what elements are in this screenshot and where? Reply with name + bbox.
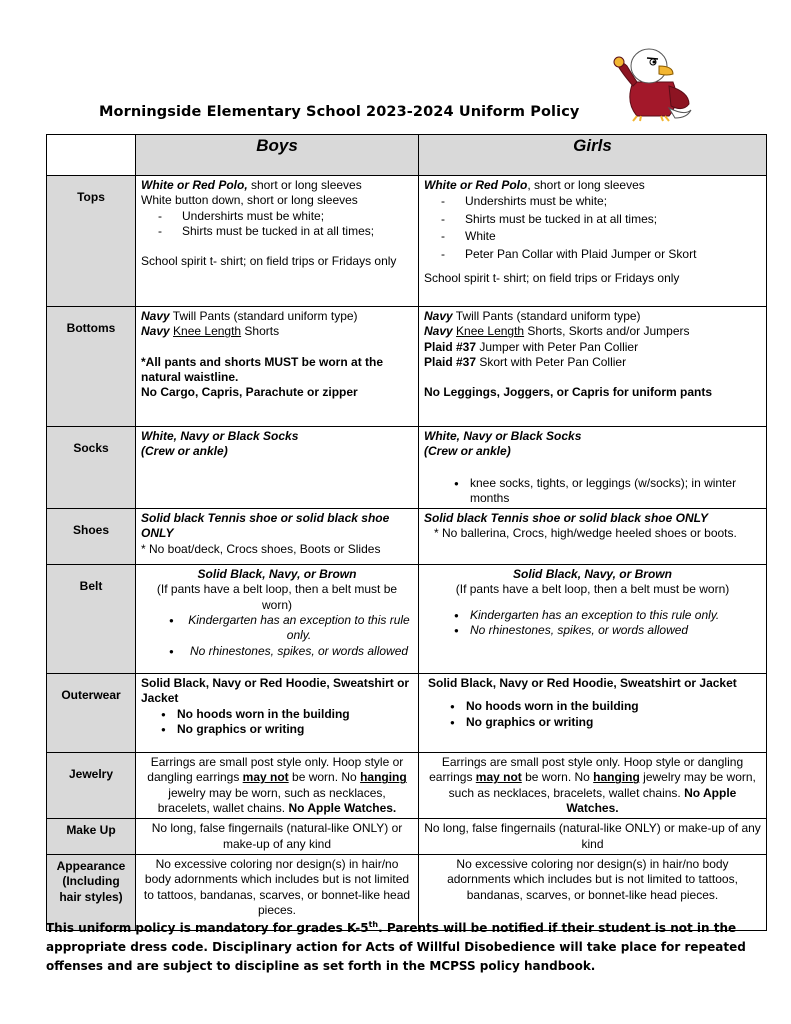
row-shoes bbox=[47, 509, 767, 565]
socks-girls-bullet-1: ● knee socks, tights, or leggings (w/socks); in winter months bbox=[454, 476, 761, 507]
bottoms-girls-navy-1: Navy bbox=[424, 309, 453, 323]
outerwear-girls-bullet-2: ● No graphics or writing bbox=[450, 715, 761, 730]
outerwear-boys-cell bbox=[136, 674, 419, 753]
socks-girls-crew: (Crew or ankle) bbox=[424, 444, 511, 459]
belt-girls-cell bbox=[419, 565, 767, 674]
belt-girls-colors: Solid Black, Navy, or Brown bbox=[513, 567, 672, 582]
tops-boys-polo: White or Red Polo, bbox=[141, 178, 248, 192]
bottoms-boys-cell bbox=[136, 307, 419, 427]
bottoms-girls-shorts: Shorts, Skorts and/or Jumpers bbox=[524, 324, 690, 339]
belt-boys-cell bbox=[136, 565, 419, 674]
row-label-outerwear: Outerwear bbox=[47, 674, 136, 753]
tops-boys-spirit-shirt: School spirit t- shirt; on field trips or Fridays only bbox=[141, 254, 397, 269]
tops-boys-polo-sleeves: short or long sleeves bbox=[247, 178, 362, 192]
footer-text-2: . Parents will be notified if their student is not in the appropriate dress code. Disciplinary action for Acts of Willful Disobedience will take place for repeated offenses and are subject to discipline as set forth in the MCPSS policy handbook. bbox=[46, 921, 746, 973]
jewelry-girls-text-2: be worn. No bbox=[521, 770, 594, 785]
tops-boys-dash-1: - Undershirts must be white; bbox=[158, 209, 413, 224]
bottoms-boys-knee-length: Knee Length bbox=[173, 324, 242, 339]
bottoms-boys-navy-1: Navy bbox=[141, 309, 170, 323]
jewelry-girls-text-1: Earrings are small post style only. Hoop style or dangling earrings bbox=[429, 755, 744, 785]
row-label-appearance: Appearance (Including hair styles) bbox=[47, 854, 136, 930]
eagle-mascot-icon bbox=[603, 42, 695, 122]
bottoms-boys-waistline-rule: *All pants and shorts MUST be worn at the natural waistline. bbox=[141, 354, 384, 384]
belt-girls-bullet-2: ● No rhinestones, spikes, or words allowed bbox=[454, 623, 761, 638]
tops-girls-cell bbox=[419, 176, 767, 307]
footer-superscript: th bbox=[368, 920, 379, 929]
bottoms-girls-no-leggings: No Leggings, Joggers, or Capris for uniform pants bbox=[424, 385, 713, 400]
socks-girls-cell bbox=[419, 427, 767, 509]
jewelry-boys-text-3: jewelry may be worn, such as necklaces, bracelets, wallet chains. bbox=[157, 785, 386, 816]
bottoms-boys-pants: Twill Pants (standard uniform type) bbox=[169, 309, 358, 323]
makeup-girls-cell: No long, false fingernails (natural-like ONLY) or make-up of any kind bbox=[419, 819, 767, 855]
socks-boys-cell bbox=[136, 427, 419, 509]
tops-girls-polo-sleeves: , short or long sleeves bbox=[527, 178, 645, 192]
page-title: Morningside Elementary School 2023-2024 Uniform Policy bbox=[99, 104, 580, 120]
row-bottoms bbox=[47, 307, 767, 427]
bottoms-girls-knee-length: Knee Length bbox=[456, 324, 525, 339]
outerwear-girls-cell bbox=[419, 674, 767, 753]
makeup-boys-cell: No long, false fingernails (natural-like ONLY) or make-up of any kind bbox=[136, 819, 419, 855]
header-row bbox=[47, 135, 767, 176]
row-belt bbox=[47, 565, 767, 674]
row-label-belt: Belt bbox=[47, 565, 136, 674]
shoes-boys-exclusions: * No boat/deck, Crocs shoes, Boots or Slides bbox=[141, 541, 381, 556]
tops-boys-cell bbox=[136, 176, 419, 307]
jewelry-boys-cell bbox=[136, 753, 419, 819]
socks-boys-crew: (Crew or ankle) bbox=[141, 444, 228, 459]
jewelry-girls-cell bbox=[419, 753, 767, 819]
belt-boys-bullet-2: ● No rhinestones, spikes, or words allowed bbox=[169, 644, 413, 659]
belt-boys-bullet-1: ● Kindergarten has an exception to this rule only. bbox=[169, 613, 413, 644]
row-socks bbox=[47, 427, 767, 509]
bottoms-boys-navy-2: Navy bbox=[141, 324, 170, 339]
tops-girls-polo: White or Red Polo bbox=[424, 178, 528, 192]
policy-footer bbox=[46, 919, 766, 976]
row-label-jewelry: Jewelry bbox=[47, 753, 136, 819]
belt-girls-loop-rule: (If pants have a belt loop, then a belt must be worn) bbox=[455, 582, 730, 597]
bottoms-girls-navy-2: Navy bbox=[424, 324, 453, 339]
uniform-table bbox=[46, 134, 767, 931]
tops-boys-button-down: White button down, short or long sleeves bbox=[141, 193, 358, 208]
socks-boys-colors: White, Navy or Black Socks bbox=[141, 429, 299, 443]
shoes-boys-cell bbox=[136, 509, 419, 565]
row-jewelry bbox=[47, 753, 767, 819]
appearance-girls-cell: No excessive coloring nor design(s) in hair/no body adornments which includes but is not limited to tattoos, bandanas, scarves, or bonnet-like head pieces. bbox=[419, 854, 767, 930]
belt-girls-bullet-1: ● Kindergarten has an exception to this rule only. bbox=[454, 608, 761, 623]
shoes-boys-rule: Solid black Tennis shoe or solid black shoe ONLY bbox=[141, 511, 390, 541]
jewelry-boys-text-2: be worn. No bbox=[288, 770, 361, 785]
shoes-girls-exclusions: * No ballerina, Crocs, high/wedge heeled shoes or boots. bbox=[434, 526, 737, 541]
outerwear-boys-bullet-2: ● No graphics or writing bbox=[161, 722, 413, 737]
row-label-bottoms: Bottoms bbox=[47, 307, 136, 427]
jewelry-girls-no-apple-watches: No Apple Watches. bbox=[566, 785, 737, 816]
row-label-shoes: Shoes bbox=[47, 509, 136, 565]
row-label-makeup: Make Up bbox=[47, 819, 136, 855]
row-makeup bbox=[47, 819, 767, 855]
header-blank-cell bbox=[47, 135, 136, 176]
outerwear-boys-bullet-1: ● No hoods worn in the building bbox=[161, 707, 413, 722]
tops-girls-dash-4: - Peter Pan Collar with Plaid Jumper or Skort bbox=[441, 246, 761, 264]
row-outerwear bbox=[47, 674, 767, 753]
bottoms-girls-skort: Skort with Peter Pan Collier bbox=[476, 354, 627, 369]
bottoms-girls-jumper: Jumper with Peter Pan Collier bbox=[476, 339, 639, 354]
belt-boys-loop-rule: (If pants have a belt loop, then a belt must be worn) bbox=[156, 582, 398, 612]
shoes-girls-rule: Solid black Tennis shoe or solid black shoe ONLY bbox=[424, 511, 709, 526]
bottoms-girls-cell bbox=[419, 307, 767, 427]
outerwear-girls-bullet-1: ● No hoods worn in the building bbox=[450, 699, 761, 714]
header-girls: Girls bbox=[419, 135, 767, 176]
appearance-boys-cell: No excessive coloring nor design(s) in hair/no body adornments which includes but is not limited to tattoos, bandanas, scarves, or bonnet-like head pieces. bbox=[136, 854, 419, 930]
bottoms-girls-pants: Twill Pants (standard uniform type) bbox=[452, 309, 641, 323]
tops-girls-dash-2: - Shirts must be tucked in at all times; bbox=[441, 211, 761, 229]
shoes-girls-cell bbox=[419, 509, 767, 565]
bottoms-girls-plaid-2: Plaid #37 bbox=[424, 354, 477, 369]
tops-girls-spirit-shirt: School spirit t- shirt; on field trips or Fridays only bbox=[424, 271, 680, 286]
jewelry-boys-may-not: may not bbox=[242, 770, 289, 785]
tops-girls-dash-3: - White bbox=[441, 228, 761, 246]
bottoms-boys-shorts: Shorts bbox=[241, 324, 280, 339]
jewelry-boys-no-apple-watches: No Apple Watches. bbox=[288, 801, 397, 816]
bottoms-girls-plaid-1: Plaid #37 bbox=[424, 339, 477, 354]
footer-text-1: This uniform policy is mandatory for grades K-5 bbox=[46, 921, 369, 935]
jewelry-girls-hanging: hanging bbox=[593, 770, 640, 785]
row-tops bbox=[47, 176, 767, 307]
belt-boys-colors: Solid Black, Navy, or Brown bbox=[197, 567, 357, 582]
bottoms-boys-no-cargo: No Cargo, Capris, Parachute or zipper bbox=[141, 385, 358, 400]
row-label-socks: Socks bbox=[47, 427, 136, 509]
row-label-tops: Tops bbox=[47, 176, 136, 307]
jewelry-boys-text-1: Earrings are small post style only. Hoop style or dangling earrings bbox=[147, 755, 404, 785]
outerwear-girls-rule: Solid Black, Navy or Red Hoodie, Sweatshirt or Jacket bbox=[428, 676, 737, 691]
jewelry-boys-hanging: hanging bbox=[360, 770, 407, 785]
tops-boys-dash-2: - Shirts must be tucked in at all times; bbox=[158, 224, 413, 239]
socks-girls-colors: White, Navy or Black Socks bbox=[424, 429, 582, 443]
jewelry-girls-may-not: may not bbox=[475, 770, 522, 785]
outerwear-boys-rule: Solid Black, Navy or Red Hoodie, Sweatshirt or Jacket bbox=[141, 676, 410, 706]
tops-girls-dash-1: - Undershirts must be white; bbox=[441, 193, 761, 211]
jewelry-girls-text-3: jewelry may be worn, such as necklaces, bracelets, wallet chains. bbox=[448, 770, 756, 800]
header-boys: Boys bbox=[136, 135, 419, 176]
